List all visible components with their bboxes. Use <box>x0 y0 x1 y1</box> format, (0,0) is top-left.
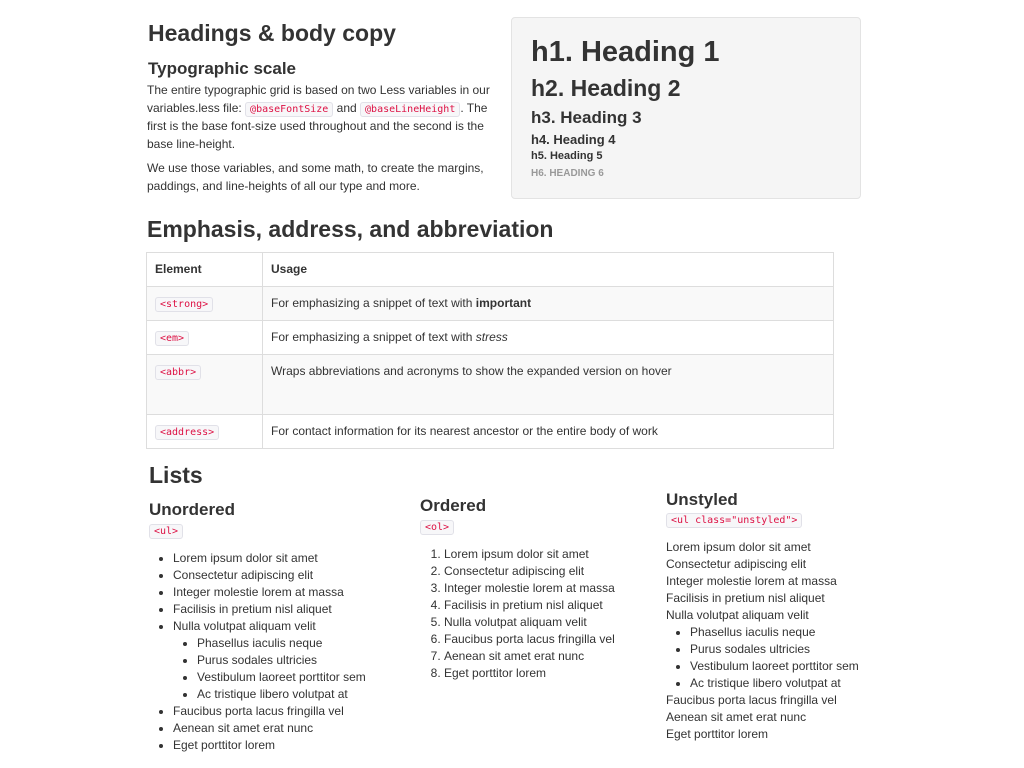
list-item <box>173 567 366 584</box>
list-item <box>173 584 366 601</box>
ordered-list <box>420 546 615 682</box>
cell-usage <box>263 287 834 321</box>
cell-element <box>147 415 263 449</box>
code-ul-unstyled: <ul class="unstyled"> <box>666 513 802 528</box>
list-item-text: Consectetur adipiscing elit <box>173 568 314 582</box>
list-item-text: Faucibus porta lacus fringilla vel <box>666 693 837 707</box>
element-tag-code: <abbr> <box>155 365 201 380</box>
nested-list <box>173 635 366 703</box>
usage-text: Wraps abbreviations and acronyms to show the expanded version on hover <box>271 364 672 378</box>
code-ol: <ol> <box>420 520 454 535</box>
list-item <box>173 720 366 737</box>
table-body <box>147 287 834 449</box>
heading-samples-well <box>511 17 861 199</box>
cell-element <box>147 321 263 355</box>
list-item-text: Nulla volutpat aliquam velit <box>666 608 809 622</box>
section-title-lists: Lists <box>149 462 203 488</box>
table-row <box>147 321 834 355</box>
list-item <box>173 703 366 720</box>
typographic-scale-paragraph <box>147 82 507 153</box>
element-tag-code: <em> <box>155 331 189 346</box>
list-item <box>666 539 859 556</box>
list-item <box>666 709 859 726</box>
cell-element <box>147 355 263 415</box>
list-item-text: Nulla volutpat aliquam velit <box>444 615 587 629</box>
list-item <box>666 590 859 607</box>
paragraph-text: The entire typographic grid is based on two Less variables in our variables.less file: <box>147 83 490 115</box>
list-item-text: Aenean sit amet erat nunc <box>173 721 314 735</box>
nested-list-item: • Phasellus iaculis neque <box>690 624 859 641</box>
nested-list-item: • Purus sodales ultricies <box>197 652 366 669</box>
list-item <box>666 607 859 692</box>
nested-list-item: • Vestibulum laoreet porttitor sem <box>690 658 859 675</box>
list-item <box>173 550 366 567</box>
list-title-ordered: Ordered <box>420 496 487 515</box>
list-item-text: Consectetur adipiscing elit <box>666 557 807 571</box>
list-item-text: Integer molestie lorem at massa <box>666 574 837 588</box>
list-item-text: Facilisis in pretium nisl aliquet <box>173 602 332 616</box>
list-item <box>173 737 366 754</box>
list-item <box>173 618 366 703</box>
unstyled-list <box>666 539 859 743</box>
cell-usage <box>263 355 834 415</box>
element-tag-code: <address> <box>155 425 219 440</box>
heading-sample-h5: h5. Heading 5 <box>531 150 603 162</box>
list-item <box>444 614 615 631</box>
list-title-unordered: Unordered <box>149 500 235 519</box>
usage-text: For contact information for its nearest ancestor or the entire body of work <box>271 424 658 438</box>
list-item-text: Nulla volutpat aliquam velit <box>173 619 316 633</box>
nested-list <box>666 624 859 692</box>
nested-list-item: • Phasellus iaculis neque <box>197 635 366 652</box>
list-item <box>173 601 366 618</box>
heading-sample-h1: h1. Heading 1 <box>531 36 720 68</box>
variables-paragraph: We use those variables, and some math, to create the margins, paddings, and line-heights of all our type and more. <box>147 161 484 193</box>
list-item <box>666 556 859 573</box>
list-item-text: Lorem ipsum dolor sit amet <box>666 540 811 554</box>
list-item <box>444 563 615 580</box>
code-base-font-size: @baseFontSize <box>245 102 333 117</box>
emphasis-table <box>146 252 834 449</box>
nested-list-item: • Vestibulum laoreet porttitor sem <box>197 669 366 686</box>
list-item-text: Consectetur adipiscing elit <box>444 564 585 578</box>
paragraph-text: and <box>333 100 361 115</box>
unordered-list <box>149 550 366 754</box>
cell-element <box>147 287 263 321</box>
list-item-text: Facilisis in pretium nisl aliquet <box>666 591 825 605</box>
list-item <box>444 631 615 648</box>
nested-list-item: • Ac tristique libero volutpat at <box>690 675 859 692</box>
list-item-text: Aenean sit amet erat nunc <box>444 649 585 663</box>
code-ul: <ul> <box>149 524 183 539</box>
usage-text: For emphasizing a snippet of text with <box>271 296 476 310</box>
usage-emphasis: stress <box>475 330 508 344</box>
list-item-text: Faucibus porta lacus fringilla vel <box>173 704 344 718</box>
table-header-row <box>147 253 834 287</box>
list-item-text: Eget porttitor lorem <box>444 666 547 680</box>
nested-list-item: • Ac tristique libero volutpat at <box>197 686 366 703</box>
list-item-text: Lorem ipsum dolor sit amet <box>444 547 589 561</box>
list-item-text: Aenean sit amet erat nunc <box>666 710 807 724</box>
paragraph-text: . The first is the base font-size used throughout and the second is the base line-height. <box>147 100 488 151</box>
list-item-text: Facilisis in pretium nisl aliquet <box>444 598 603 612</box>
usage-text: For emphasizing a snippet of text with <box>271 330 476 344</box>
list-item-text: Lorem ipsum dolor sit amet <box>173 551 318 565</box>
section-title-headings: Headings & body copy <box>148 20 396 46</box>
list-item <box>444 546 615 563</box>
table-row <box>147 415 834 449</box>
list-item <box>444 597 615 614</box>
list-item <box>666 573 859 590</box>
cell-usage <box>263 321 834 355</box>
list-item <box>444 648 615 665</box>
table-row <box>147 355 834 415</box>
list-item <box>666 692 859 709</box>
list-title-unstyled: Unstyled <box>666 490 738 509</box>
list-item-text: Faucibus porta lacus fringilla vel <box>444 632 615 646</box>
nested-list-item: • Purus sodales ultricies <box>690 641 859 658</box>
cell-usage <box>263 415 834 449</box>
list-item <box>444 580 615 597</box>
heading-sample-h3: h3. Heading 3 <box>531 108 642 127</box>
list-item <box>444 665 615 682</box>
column-header-usage: Usage <box>263 253 834 287</box>
subsection-title-typographic-scale: Typographic scale <box>148 59 297 78</box>
element-tag-code: <strong> <box>155 297 213 312</box>
list-item-text: Eget porttitor lorem <box>173 738 276 752</box>
code-base-line-height: @baseLineHeight <box>360 102 460 117</box>
table-row <box>147 287 834 321</box>
heading-sample-h4: h4. Heading 4 <box>531 132 616 147</box>
column-header-element: Element <box>147 253 263 287</box>
usage-emphasis: important <box>475 296 532 310</box>
list-item-text: Integer molestie lorem at massa <box>173 585 344 599</box>
list-item-text: Integer molestie lorem at massa <box>444 581 615 595</box>
list-item <box>666 726 859 743</box>
heading-sample-h6: H6. HEADING 6 <box>531 168 604 179</box>
section-title-emphasis: Emphasis, address, and abbreviation <box>147 216 554 242</box>
list-item-text: Eget porttitor lorem <box>666 727 769 741</box>
heading-sample-h2: h2. Heading 2 <box>531 75 681 101</box>
